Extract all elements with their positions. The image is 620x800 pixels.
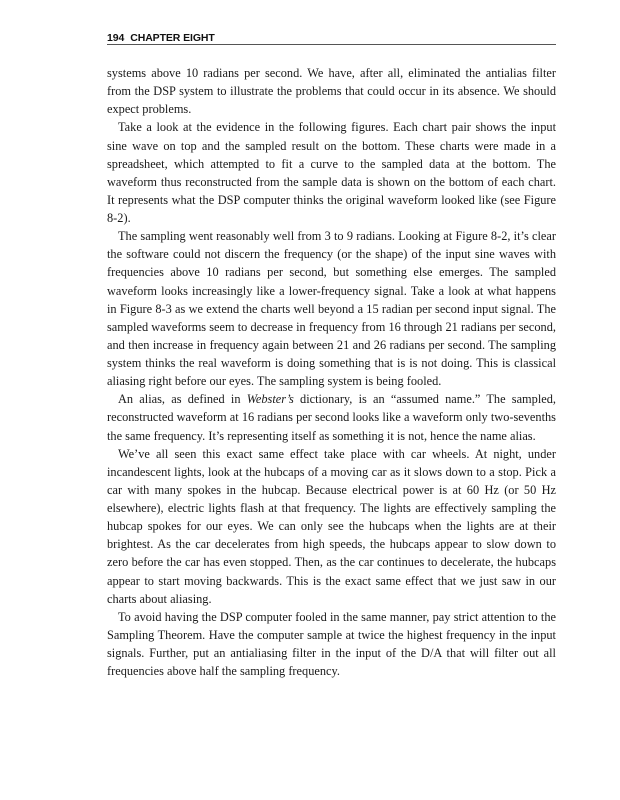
paragraph-evidence: Take a look at the evidence in the following figures. Each chart pair shows the input sine wave on top and the sampled result on the bottom. These charts were made in a spreadsheet, which attempted to fit a curve to the sampled data at the bottom. The waveform thus reconstructed from the sample data is shown on the bottom of each chart. It represents what the DSP computer thinks the original waveform looked like (see Figure 8-2).: [107, 120, 556, 225]
running-header: [107, 32, 556, 45]
alias-text-before: An alias, as defined in: [118, 392, 247, 407]
chapter-title: CHAPTER EIGHT: [130, 32, 215, 44]
alias-italic-source: Webster’s: [246, 392, 294, 407]
alias-text-after: dictionary, is an “assumed name.” The sampled, reconstructed waveform at 16 radians per second looks like a waveform only two-sevenths the same frequency. It’s representing itself as something it is not, hence the name alias.: [107, 392, 556, 443]
paragraph-sampling-results: The sampling went reasonably well from 3 to 9 radians. Looking at Figure 8-2, it’s clear the software could not discern the frequency (or the shape) of the input sine waves with frequencies above 10 radians per second, but something else emerges. The sampled waveform looks increasingly like a lower-frequency signal. Take a look at what happens in Figure 8-3 as we extend the charts well beyond a 15 radian per second input signal. The sampled waveforms seem to decrease in frequency from 16 through 21 radians per second, and then increase in frequency again between 21 and 26 radians per second. The sampling system thinks the real waveform is doing something that is is not doing. This is classical aliasing right before our eyes. The sampling system is being fooled.: [107, 229, 556, 389]
page-number: 194: [107, 32, 125, 44]
body-text: [107, 64, 556, 680]
paragraph-sampling-theorem: To avoid having the DSP computer fooled in the same manner, pay strict attention to the Sampling Theorem. Have the computer sample at twice the highest frequency in the input signals. Further, put an antialiasing filter in the input of the D/A that will filter out all frequencies above half the sampling frequency.: [107, 609, 556, 679]
paragraph-continuation: systems above 10 radians per second. We have, after all, eliminated the antialias filter from the DSP system to illustrate the problems that could occur in its absence. We should expect problems.: [107, 66, 556, 117]
paragraph-alias-definition: [107, 390, 556, 444]
paragraph-car-wheels: We’ve all seen this exact same effect take place with car wheels. At night, under incandescent lights, look at the hubcaps of a moving car as it slows down to a stop. Pick a car with many spokes in the hubcap. Because electrical power is at 60 Hz (or 50 Hz elsewhere), electric lights flash at that frequency. The lights are effectively sampling the hubcap spokes for our eyes. We can only see the hubcaps when the lights are at their brightest. As the car decelerates from high speeds, the hubcaps appear to slow down to zero before the car has even stopped. Then, as the car continues to decelerate, the hubcaps appear to start moving backwards. This is the exact same effect that we just saw in our charts about aliasing.: [107, 446, 556, 606]
